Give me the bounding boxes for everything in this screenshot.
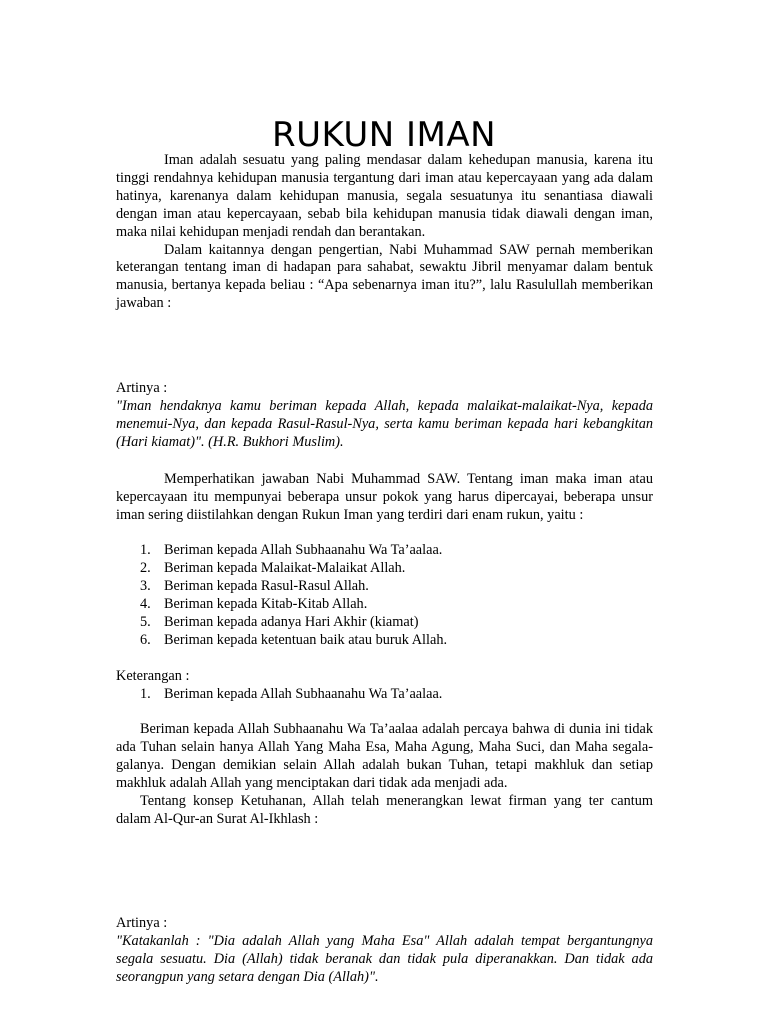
memperhatikan-paragraph: Memperhatikan jawaban Nabi Muhammad SAW. Tentang iman maka iman atau kepercayaan itu mempunyai beberapa unsur pokok yang harus dipercayai, beberapa unsur iman sering diistilahkan dengan Rukun Iman yang terdiri dari enam rukun, yaitu : bbox=[116, 471, 653, 523]
list-item-number: 1. bbox=[140, 686, 151, 702]
keterangan-label-block bbox=[116, 668, 653, 686]
keterangan-label: Keterangan : bbox=[116, 668, 190, 684]
list-item-text: Beriman kepada Malaikat-Malaikat Allah. bbox=[164, 559, 406, 576]
surah-translation: "Katakanlah : "Dia adalah Allah yang Maha Esa" Allah adalah tempat bergantungnya segala sesuatu. Dia (Allah) tidak beranak dan tidak pula diperanakkan. Dan tidak ada seorangpun yang setara dengan Dia (Allah)". bbox=[116, 932, 653, 985]
intro-section bbox=[116, 152, 653, 313]
list-item-text: Beriman kepada Allah Subhaanahu Wa Ta’aalaa. bbox=[164, 686, 443, 702]
intro-paragraph-1: Iman adalah sesuatu yang paling mendasar dalam kehedupan manusia, karena itu tinggi rendahnya kehidupan manusia tergantung dari iman atau kepercayaan yang ada dalam hatinya, karenanya dalam kehidupan manusia, segala sesuatunya itu senantiasa diawali dengan iman atau kepercayaan, sebab bila kehidupan manusia tidak diawali dengan iman, maka nilai kehidupan menjadi rendah dan berantakan. bbox=[116, 152, 653, 240]
intro-paragraph-2: Dalam kaitannya dengan pengertian, Nabi Muhammad SAW pernah memberikan keterangan tentang iman di hadapan para sahabat, sewaktu Jibril menyamar dalam bentuk manusia, bertanya kepada beliau : “Apa sebenarnya iman itu?”, lalu Rasulullah memberikan jawaban : bbox=[116, 241, 653, 312]
artinya-section-1 bbox=[116, 380, 653, 452]
list-item-text: Beriman kepada Allah Subhaanahu Wa Ta’aalaa. bbox=[164, 542, 443, 558]
list-item bbox=[116, 578, 653, 596]
list-item bbox=[116, 542, 653, 560]
artinya-label-2: Artinya : bbox=[116, 915, 168, 931]
list-item bbox=[116, 632, 653, 650]
list-item-number: 2. bbox=[140, 559, 151, 576]
list-item-number: 1. bbox=[140, 542, 151, 558]
hadith-translation: "Iman hendaknya kamu beriman kepada Allah, kepada malaikat-malaikat-Nya, kepada menemui-Nya, dan kepada Rasul-Rasul-Nya, serta kamu beriman kepada hari kebangkitan (Hari kiamat)". (H.R. Bukhori Muslim). bbox=[116, 397, 653, 450]
list-item bbox=[116, 614, 653, 632]
list-item bbox=[116, 596, 653, 614]
list-item-text: Beriman kepada Kitab-Kitab Allah. bbox=[164, 595, 368, 612]
rukun-iman-list bbox=[116, 542, 653, 649]
list-item bbox=[116, 560, 653, 578]
memperhatikan-section bbox=[116, 471, 653, 525]
keterangan-list bbox=[116, 686, 653, 704]
list-item-number: 3. bbox=[140, 577, 151, 594]
list-item-text: Beriman kepada ketentuan baik atau buruk Allah. bbox=[164, 631, 448, 648]
list-item-number: 4. bbox=[140, 595, 151, 612]
list-item-text: Beriman kepada Rasul-Rasul Allah. bbox=[164, 577, 369, 594]
list-item-text: Beriman kepada adanya Hari Akhir (kiamat) bbox=[164, 613, 419, 630]
artinya-section-2 bbox=[116, 915, 653, 987]
list-item bbox=[116, 686, 653, 704]
body-paragraph-1: Beriman kepada Allah Subhaanahu Wa Ta’aalaa adalah percaya bahwa di dunia ini tidak ada Tuhan selain hanya Allah Yang Maha Esa, Maha Agung, Maha Suci, dan Maha segala-galanya. Dengan demikian selain Allah adalah bukan Tuhan, tetapi makhluk dan setiap makhluk adalah Allah yang menciptakan dari tidak ada menjadi ada. bbox=[116, 721, 653, 791]
list-item-number: 6. bbox=[140, 631, 151, 648]
list-item-number: 5. bbox=[140, 613, 151, 630]
body-paragraph-2: Tentang konsep Ketuhanan, Allah telah menerangkan lewat firman yang ter cantum dalam Al-Qur-an Surat Al-Ikhlash : bbox=[116, 792, 653, 827]
page-title: RUKUN IMAN bbox=[271, 114, 497, 155]
penjelasan-section bbox=[116, 721, 653, 828]
artinya-label-1: Artinya : bbox=[116, 380, 168, 396]
